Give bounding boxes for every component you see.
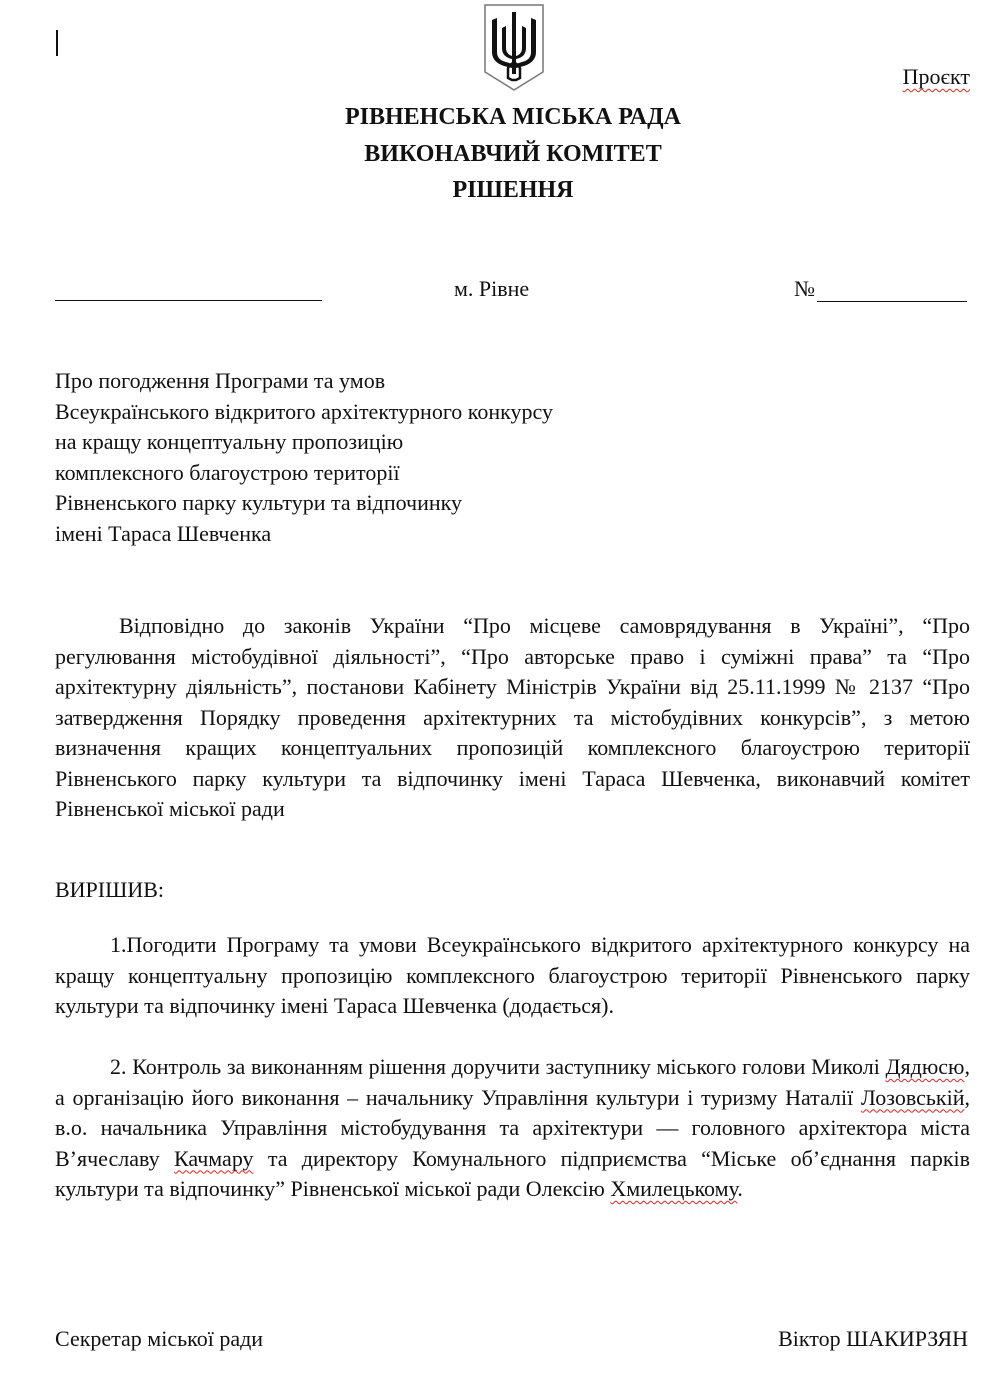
committee-title: ВИКОНАВЧИЙ КОМІТЕТ (364, 141, 662, 167)
decision-item-1: 1.Погодити Програму та умови Всеукраїнського відкритого архітектурного конкурсу на кращу концептуальну пропозицію комплексного благоустрою території Рівненського парку культури та відпочинку імені Тараса Шевченка (додається). (55, 932, 970, 1018)
decision-number (794, 276, 967, 302)
draft-status-label (903, 64, 970, 90)
misspelled-name: Лозовській (860, 1084, 965, 1110)
subject-line: на кращу концептуальну пропозицію (55, 429, 404, 454)
trident-coat-of-arms-icon (482, 2, 546, 92)
decision-title: РІШЕННЯ (452, 177, 574, 203)
misspelled-name: Качмару (173, 1145, 254, 1171)
text-cursor (56, 30, 58, 56)
item2-text: . (737, 1176, 743, 1201)
item2-text: 2. Контроль за виконанням рішення доручити заступнику міського голови Миколі (110, 1054, 886, 1079)
preamble-paragraph: Відповідно до законів України “Про місцеве самоврядування в Україні”, “Про регулювання містобудівної діяльності”, “Про авторське право і суміжні права” та “Про архітектурну діяльність”, постанови Кабінету Міністрів України від 25.11.1999 № 2137 “Про затвердження Порядку проведення архітектурних та містобудівних конкурсів”, з метою визначення кращих концептуальних пропозицій комплексного благоустрою території Рівненського парку культури та відпочинку імені Тараса Шевченка, виконавчий комітет Рівненської міської ради (55, 613, 970, 821)
item2-text: та директору Комунального підприємства “Міське об’єднання парків культури та відпочинку” Рівненської міської ради Олексію (55, 1145, 971, 1201)
subject-line: імені Тараса Шевченка (55, 520, 272, 546)
item2-text: , а організацію його виконання – начальнику Управління культури і туризму Наталії (55, 1054, 970, 1110)
subject-line: Рівненського парку культури та відпочинку (55, 490, 463, 515)
signature-position: Секретар міської ради (55, 1326, 264, 1351)
council-title: РІВНЕНСЬКА МІСЬКА РАДА (345, 104, 681, 130)
misspelled-name: Хмилецькому (610, 1176, 738, 1201)
number-sign: № (794, 276, 815, 301)
decision-item-2 (55, 1052, 970, 1205)
draft-status-text: Проєкт (902, 64, 970, 89)
misspelled-name: Дядюсю (885, 1054, 965, 1079)
resolved-label: ВИРІШИВ: (55, 877, 164, 902)
subject-line: Всеукраїнського відкритого архітектурного конкурсу (55, 398, 553, 424)
subject-line: комплексного благоустрою території (55, 459, 400, 485)
number-blank-line (817, 279, 967, 302)
city-label: м. Рівне (454, 276, 530, 301)
decision-subject (55, 366, 755, 549)
signature-name: Віктор ШАКИРЗЯН (778, 1326, 968, 1351)
date-blank-line (55, 300, 322, 301)
item2-text: , в.о. начальника Управління містобудування та архітектури — головного архітектора міста В’ячеславу (55, 1084, 970, 1171)
subject-line: Про погодження Програми та умов (55, 368, 386, 393)
